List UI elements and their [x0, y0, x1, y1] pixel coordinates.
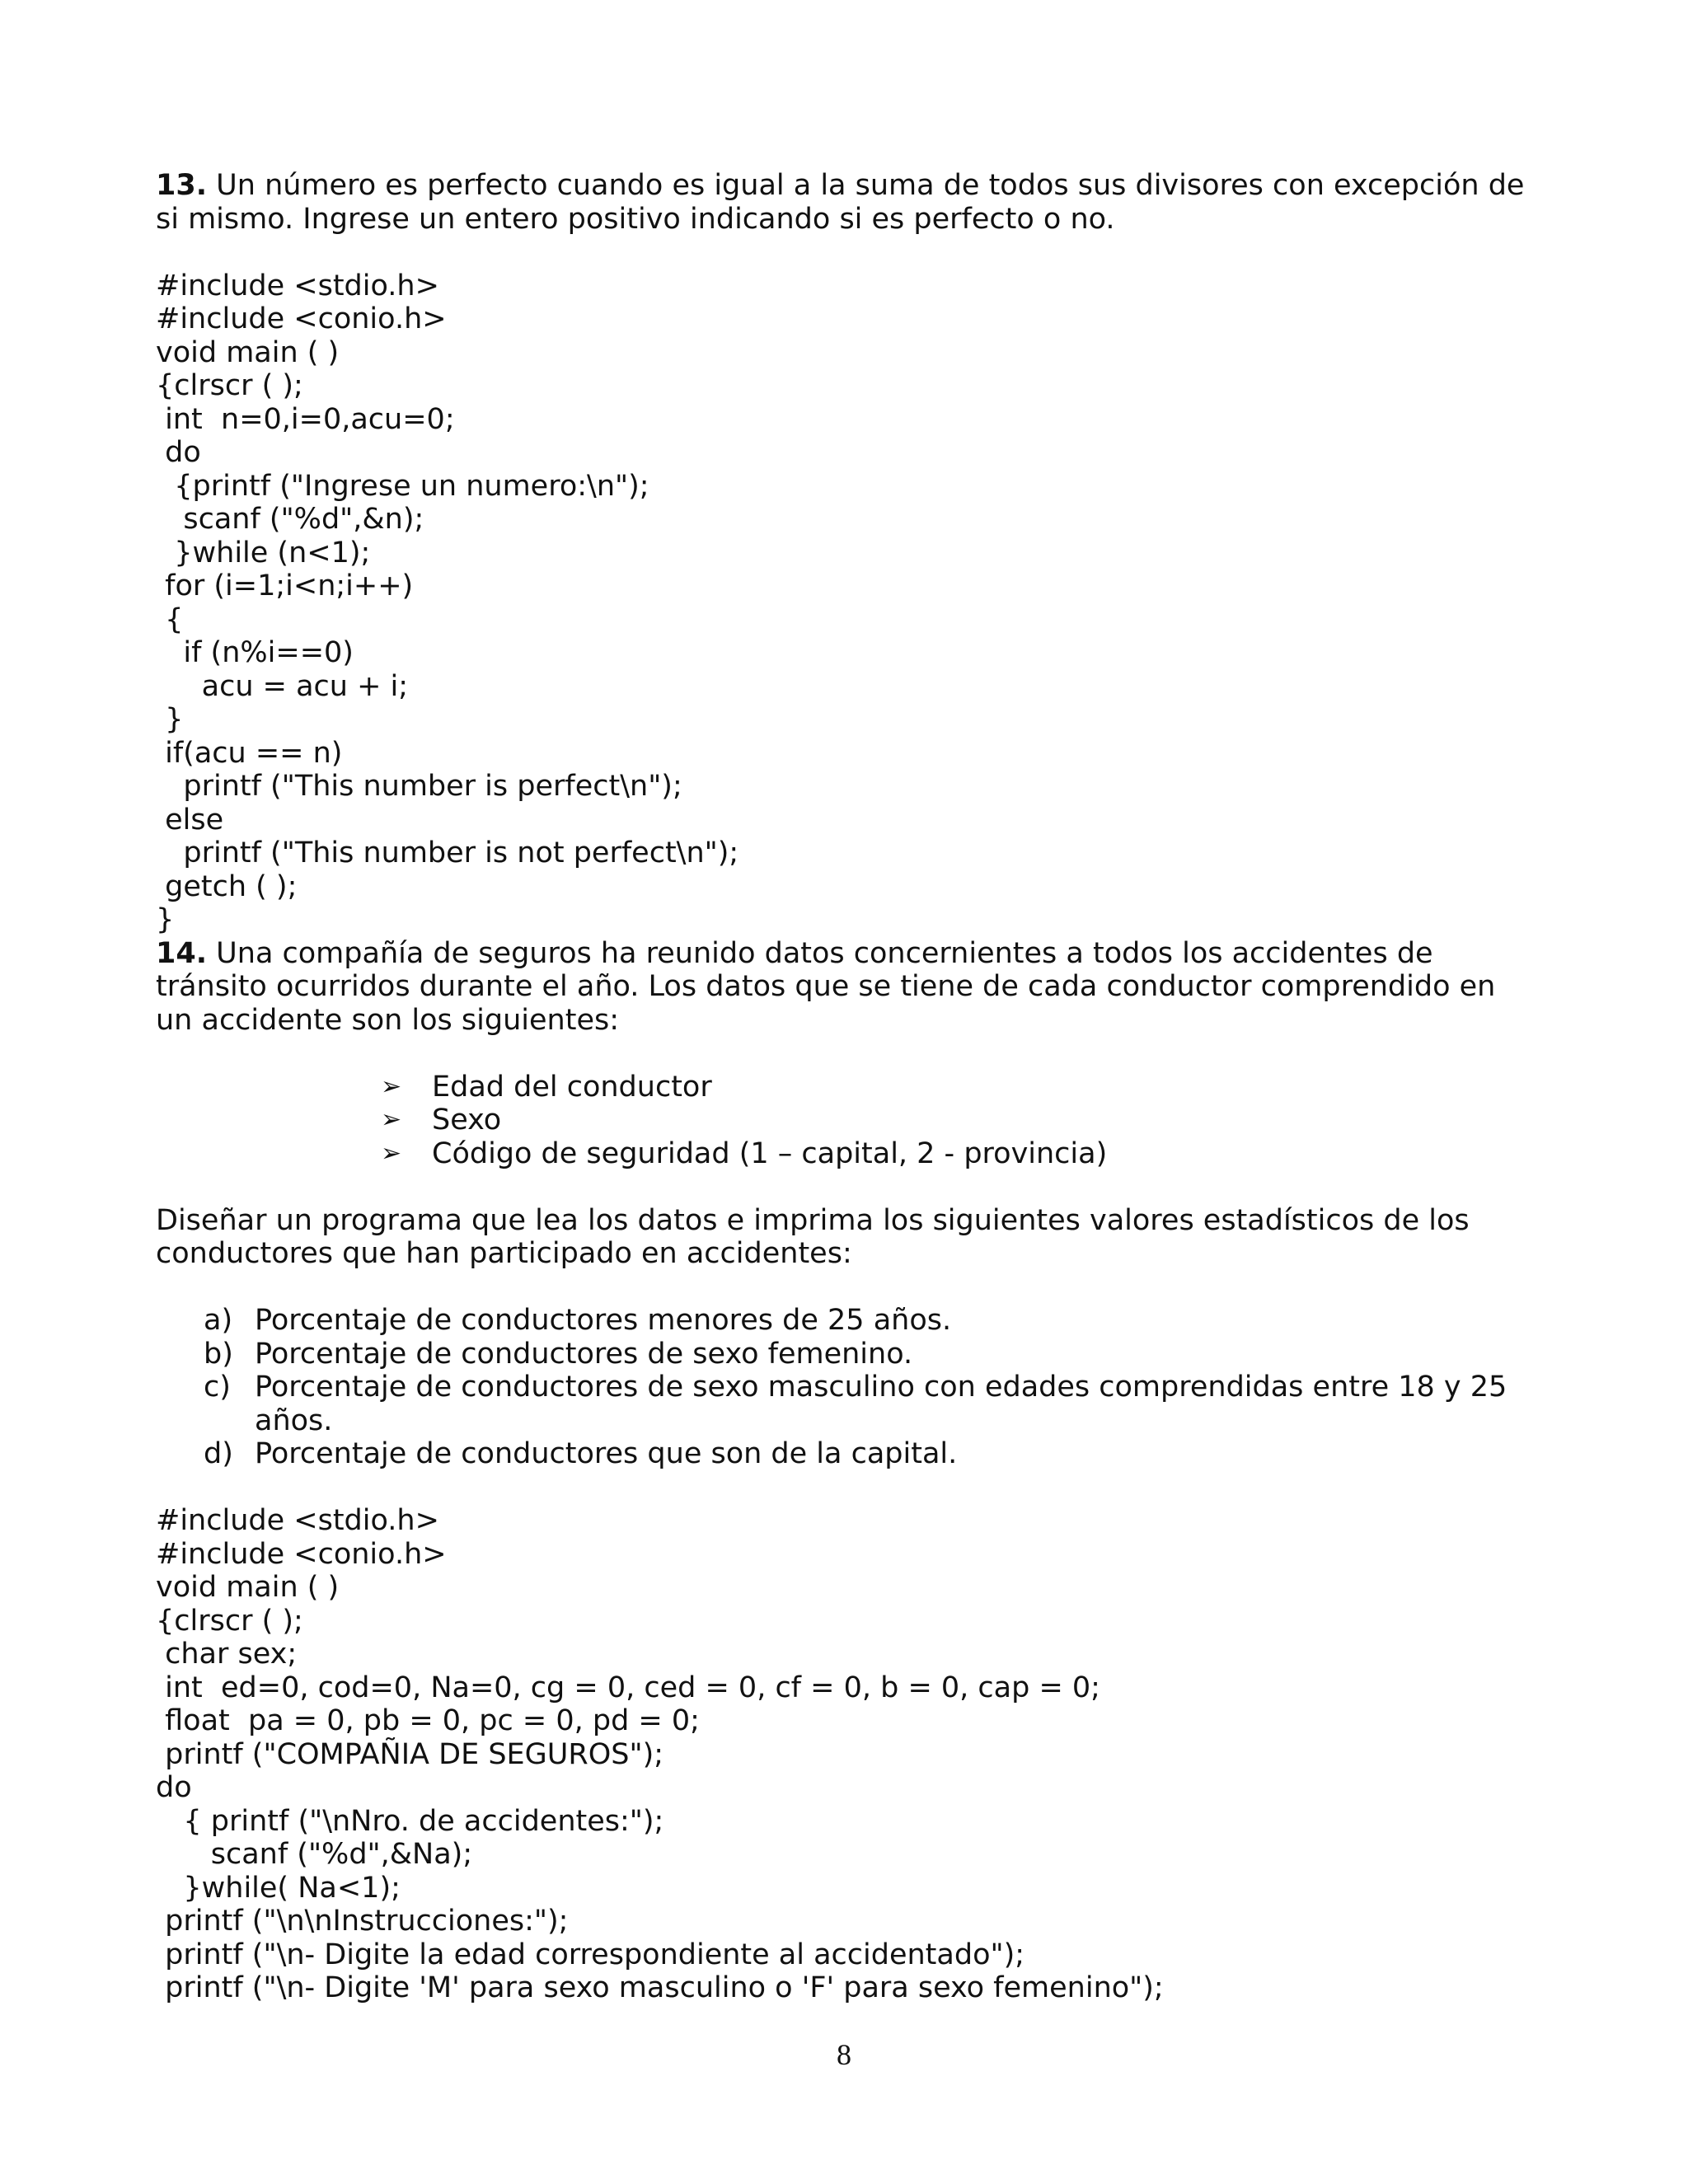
- list-item: [204, 1371, 1532, 1437]
- exercise-number: 13.: [156, 169, 208, 202]
- list-item: [381, 1071, 1532, 1104]
- code-line: if (n%i==0): [156, 636, 354, 669]
- exercise-14-statement: [156, 937, 1532, 1038]
- list-item: [381, 1104, 1532, 1137]
- code-line: printf ("This number is not perfect\n");: [156, 837, 739, 869]
- code-line: }while( Na<1);: [156, 1871, 401, 1905]
- code-line: printf ("\n\nInstrucciones:");: [156, 1905, 569, 1938]
- code-line: }while (n<1);: [156, 536, 371, 569]
- list-item: [381, 1137, 1532, 1171]
- exercise-text: Un número es perfecto cuando es igual a la suma de todos sus divisores con excepción de si mismo. Ingrese un entero positivo indicando si es perfecto o no.: [156, 169, 1525, 236]
- code-line: getch ( );: [156, 869, 298, 903]
- list-item-text: Código de seguridad (1 – capital, 2 - provincia): [432, 1137, 1108, 1170]
- code-line: scanf ("%d",&Na);: [156, 1838, 473, 1871]
- code-line: {clrscr ( );: [156, 369, 303, 402]
- document-page: [156, 169, 1532, 2005]
- code-line: printf ("\n- Digite la edad correspondiente al accidentado");: [156, 1938, 1025, 1971]
- list-item-label: d): [204, 1437, 233, 1470]
- arrow-bullet-icon: ➢: [381, 1105, 402, 1134]
- list-item-text: Porcentaje de conductores de sexo masculino con edades comprendidas entre 18 y 25 años.: [255, 1371, 1507, 1437]
- code-line: if(acu == n): [156, 736, 343, 770]
- code-line: #include <stdio.h>: [156, 1504, 439, 1537]
- list-item-text: Porcentaje de conductores de sexo femenino.: [255, 1337, 913, 1371]
- code-line: void main ( ): [156, 335, 340, 369]
- code-line: acu = acu + i;: [156, 669, 409, 703]
- code-line: printf ("This number is perfect\n");: [156, 770, 682, 803]
- list-item-label: c): [204, 1371, 231, 1404]
- code-line: }: [156, 903, 175, 936]
- code-line: #include <conio.h>: [156, 1537, 447, 1571]
- list-item: [204, 1304, 1532, 1338]
- statistics-list: [156, 1304, 1532, 1471]
- code-line: scanf ("%d",&n);: [156, 503, 424, 536]
- code-line: printf ("\n- Digite 'M' para sexo masculino o 'F' para sexo femenino");: [156, 1971, 1164, 2004]
- code-line: char sex;: [156, 1638, 298, 1671]
- code-line: else: [156, 803, 224, 837]
- code-line: #include <conio.h>: [156, 302, 447, 335]
- code-line: do: [156, 436, 201, 469]
- code-line: }: [156, 703, 184, 736]
- code-line: #include <stdio.h>: [156, 269, 439, 302]
- exercise-13-statement: [156, 169, 1532, 236]
- code-line: {clrscr ( );: [156, 1604, 303, 1638]
- code-line: { printf ("\nNro. de accidentes:");: [156, 1804, 664, 1838]
- design-instructions: Diseñar un programa que lea los datos e imprima los siguientes valores estadísticos de los conductores que han participado en accidentes:: [156, 1203, 1470, 1270]
- code-line: void main ( ): [156, 1571, 340, 1604]
- list-item-text: Porcentaje de conductores que son de la capital.: [255, 1437, 958, 1470]
- list-item-text: Edad del conductor: [432, 1070, 712, 1104]
- code-line: float pa = 0, pb = 0, pc = 0, pd = 0;: [156, 1704, 700, 1737]
- code-line: int n=0,i=0,acu=0;: [156, 402, 455, 436]
- arrow-bullet-icon: ➢: [381, 1138, 402, 1168]
- arrow-bullet-icon: ➢: [381, 1071, 402, 1101]
- code-block-14: [156, 1504, 1532, 2005]
- exercise-number: 14.: [156, 936, 208, 970]
- list-item: [204, 1338, 1532, 1371]
- code-block-13: [156, 269, 1532, 937]
- code-line: int ed=0, cod=0, Na=0, cg = 0, ced = 0, cf = 0, b = 0, cap = 0;: [156, 1671, 1100, 1704]
- list-item-label: a): [204, 1304, 233, 1337]
- list-item-text: Sexo: [432, 1104, 502, 1137]
- code-line: do: [156, 1771, 192, 1804]
- list-item-text: Porcentaje de conductores menores de 25 años.: [255, 1304, 952, 1337]
- exercise-text: Una compañía de seguros ha reunido datos concernientes a todos los accidentes de tránsito ocurridos durante el año. Los datos que se tiene de cada conductor comprendido en un accidente son los siguientes:: [156, 936, 1496, 1037]
- list-item-label: b): [204, 1337, 233, 1371]
- page-number: 8: [837, 2038, 851, 2071]
- list-item: [204, 1437, 1532, 1471]
- code-line: printf ("COMPAÑIA DE SEGUROS");: [156, 1737, 664, 1771]
- code-line: {: [156, 602, 184, 636]
- code-line: {printf ("Ingrese un numero:\n");: [156, 469, 649, 503]
- data-fields-list: [156, 1071, 1532, 1171]
- code-line: for (i=1;i<n;i++): [156, 569, 414, 602]
